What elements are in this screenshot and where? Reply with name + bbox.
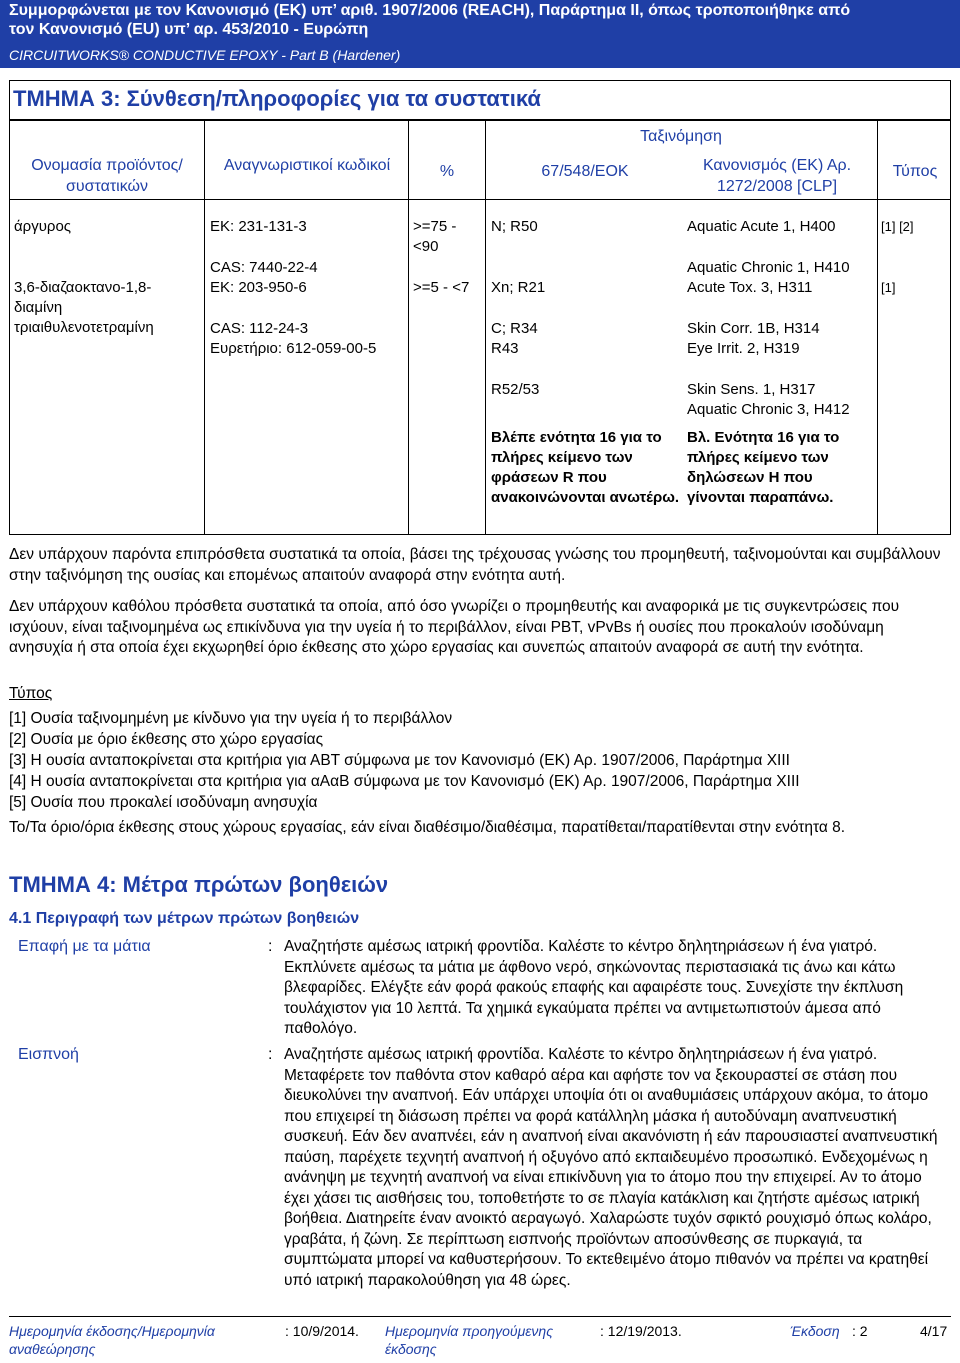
note-r-phrases: Βλέπε ενότητα 16 για το πλήρες κείμενο των φράσεων R που ανακοινώνονται ανωτέρω.: [491, 429, 680, 506]
row1-name: άργυρος: [14, 218, 72, 235]
eye-contact-text: Αναζητήστε αμέσως ιατρική φροντίδα. Καλέστε το κέντρο δηλητηριάσεων ή ένα γιατρό. Εκπλύνετε αμέσως τα μάτια με άφθονο νερό, σηκώνοντας περιστασιακά τις άνω και κάτω βλεφαρίδες. Ελέγξτε εάν φορά φακούς επαφής και αφαιρέστε τους. Συνεχίστε την έκπλυση τουλάχιστον για 10 λεπτά. Τα χημικά εγκαύματα πρέπει να αντιμετωπιστούν άμεσα από παθολόγο.: [284, 938, 904, 1037]
row1-cas: CAS: 7440-22-4: [210, 259, 318, 276]
col-header-dsd: 67/548/ΕΟΚ: [541, 163, 629, 180]
previous-date: : 12/19/2013.: [600, 1323, 682, 1339]
note-h-statements: Βλ. Ενότητα 16 για το πλήρες κείμενο των δηλώσεων Η που γίνονται παραπάνω.: [687, 429, 840, 506]
row2-dsd-2: C; R34: [491, 320, 538, 337]
row2-ec: ΕΚ: 203-950-6: [210, 279, 307, 296]
row1-clp-2: Aquatic Chronic 1, H410: [687, 259, 850, 276]
row1-clp-1: Aquatic Acute 1, H400: [687, 218, 836, 235]
classification-header: Ταξινόμηση: [640, 128, 722, 145]
row1-dsd: N; R50: [491, 218, 538, 235]
row2-clp-5: Aquatic Chronic 3, H412: [687, 401, 850, 418]
inhalation-label: Εισπνοή: [18, 1046, 79, 1063]
column-divider: [485, 121, 486, 534]
colon: :: [268, 938, 273, 955]
regulation-line-2: τον Κανονισμό (EU) υπ’ αρ. 453/2010 - Ευρώπη: [9, 21, 369, 38]
row1-type: [1] [2]: [881, 219, 914, 234]
product-name: CIRCUITWORKS® CONDUCTIVE EPOXY - Part B (Hardener): [9, 47, 401, 63]
column-divider: [204, 121, 205, 534]
exposure-limits-note: Το/Τα όριο/όρια έκθεσης στους χώρους εργασίας, εάν είναι διαθέσιμο/διαθέσιμα, παρατίθεται/παρατίθενται στην ενότητα 8.: [9, 819, 846, 836]
page-number: 4/17: [920, 1323, 948, 1339]
col-header-percent: %: [439, 163, 455, 180]
footer-rule: [9, 1316, 951, 1317]
row2-clp-2: Skin Corr. 1B, H314: [687, 320, 820, 337]
version-label: Έκδοση: [790, 1323, 840, 1339]
section3-title: ΤΜΗΜΑ 3: Σύνθεση/πληροφορίες για τα συστατικά: [13, 86, 541, 111]
row2-dsd-1: Xn; R21: [491, 279, 546, 296]
row1-ec: ΕΚ: 231-131-3: [210, 218, 307, 235]
composition-table: [9, 120, 951, 535]
col-header-clp: Κανονισμός (ΕΚ) Αρ. 1272/2008 [CLP]: [702, 157, 852, 195]
col-header-name: Ονομασία προϊόντος/ συστατικών: [31, 157, 183, 195]
colon: :: [268, 1046, 273, 1063]
document-header: [0, 0, 960, 68]
version-number: : 2: [852, 1323, 868, 1339]
type-2: [2] Ουσία με όριο έκθεσης στο χώρο εργασίας: [9, 731, 324, 748]
row2-type: [1]: [881, 280, 896, 295]
row1-percent: >=75 - <90: [413, 218, 457, 255]
column-divider: [408, 121, 409, 534]
row2-clp-4: Skin Sens. 1, H317: [687, 381, 816, 398]
row2-clp-3: Eye Irrit. 2, H319: [687, 340, 800, 357]
section3-heading-box: [9, 80, 951, 120]
eye-contact-label: Επαφή με τα μάτια: [18, 938, 151, 955]
previous-date-label: Ημερομηνία προηγούμενης έκδοσης: [385, 1323, 554, 1357]
regulation-line-1: Συμμορφώνεται με τον Κανονισμό (ΕΚ) υπ’ αριθ. 1907/2006 (REACH), Παράρτημα ΙΙ, όπως τροποποιήθηκε από: [9, 2, 851, 19]
header-divider: [10, 199, 950, 200]
type-4: [4] Η ουσία ανταποκρίνεται στα κριτήρια για αΑαΒ σύμφωνα με τον Κανονισμό (ΕΚ) Αρ. 1907/2006, Παράρτημα XIII: [9, 773, 800, 790]
inhalation-text: Αναζητήστε αμέσως ιατρική φροντίδα. Καλέστε το κέντρο δηλητηριάσεων ή ένα γιατρό. Μεταφέρετε τον παθόντα στον καθαρό αέρα και αφήστε τον να ξεκουραστεί σε στάση που διευκολύνει την αναπνοή. Εάν υπάρχει υποψία ότι οι αναθυμιάσεις υπάρχουν ακόμα, το άτομο που επιχειρεί τη διάσωση πρέπει να φορά κατάλληλη μάσκα ή αυτοδύναμη αναπνευστική συσκευή. Εάν δεν αναπνέει, εάν η αναπνοή είναι ακανόνιστη ή εάν παρουσιαστεί αναπνευστική παύση, παρέχετε τεχνητή αναπνοή ή οξυγόνο από εκπαιδευμένο προσωπικό. Ενδεχομένως η ανάνηψη με τεχνητή αναπνοή να είναι επικίνδυνη για το άτομο που την επιχειρεί. Αν το άτομο έχει χάσει τις αισθήσεις του, τοποθετήστε το σε πλαγία κατάκλιση και ζητήστε αμέσως ιατρική βοήθεια. Διατηρείτε έναν ανοικτό αεραγωγό. Χαλαρώστε τυχόν σφικτό ρουχισμό όπως κολάρο, γραβάτα, ή ζώνη. Σε περίπτωση εισπνοής προϊόντων αποσύνθεσης σε πυρκαγιά, τα συμπτώματα μπορεί να καθυστερήσουν. Το εκτεθειμένο άτομο πιθανόν να πρέπει να κρατηθεί υπό ιατρική παρακολούθηση για 48 ώρες.: [284, 1046, 938, 1289]
col-header-ids: Αναγνωριστικοί κωδικοί: [223, 157, 391, 174]
row2-percent: >=5 - <7: [413, 279, 470, 296]
column-divider: [877, 121, 878, 534]
issue-date-label: Ημερομηνία έκδοσης/Ημερομηνία αναθεώρησης: [9, 1323, 215, 1357]
type-3: [3] Η ουσία ανταποκρίνεται στα κριτήρια για ΑΒΤ σύμφωνα με τον Κανονισμό (ΕΚ) Αρ. 1907/2006, Παράρτημα XIII: [9, 752, 790, 769]
no-additional-ingredients-note: Δεν υπάρχουν παρόντα επιπρόσθετα συστατικά τα οποία, βάσει της τρέχουσας γνώσης του προμηθευτή, ταξινομούνται και συμβάλλουν στην ταξινόμηση της ουσίας και επομένως απαιτούν αναφορά στην ενότητα αυτή.: [9, 546, 941, 584]
row2-name: 3,6-διαζαοκτανο-1,8-διαμίνη τριαιθυλενοτετραμίνη: [14, 279, 154, 336]
type-1: [1] Ουσία ταξινομημένη με κίνδυνο για την υγεία ή το περιβάλλον: [9, 710, 453, 727]
type-legend-title: Τύπος: [9, 685, 53, 702]
row2-cas: CAS: 112-24-3: [210, 320, 309, 337]
row2-clp-1: Acute Tox. 3, H311: [687, 279, 813, 296]
section4-subtitle: 4.1 Περιγραφή των μέτρων πρώτων βοηθειών: [9, 910, 360, 927]
col-header-type: Τύπος: [892, 163, 938, 180]
row2-dsd-4: R52/53: [491, 381, 540, 398]
no-hazardous-ingredients-note: Δεν υπάρχουν καθόλου πρόσθετα συστατικά τα οποία, από όσο γνωρίζει ο προμηθευτής και αναφορικά με τις συγκεντρώσεις που ισχύουν, είναι ταξινομημένα ως επικίνδυνα για την υγεία ή το περιβάλλον, είναι PBT, vPvBs ή ουσίες που προκαλούν ισοδύναμη ανησυχία ή στα οποία έχει εκχωρηθεί όριο έκθεσης στο χώρο εργασίας και συνεπώς απαιτούν αναφορά σε αυτή την ενότητα.: [9, 598, 900, 656]
row2-dsd-3: R43: [491, 340, 519, 357]
type-5: [5] Ουσία που προκαλεί ισοδύναμη ανησυχία: [9, 794, 318, 811]
issue-date: : 10/9/2014.: [285, 1323, 359, 1339]
row2-index: Ευρετήριο: 612-059-00-5: [210, 340, 377, 357]
section4-title: ΤΜΗΜΑ 4: Μέτρα πρώτων βοηθειών: [9, 872, 389, 897]
